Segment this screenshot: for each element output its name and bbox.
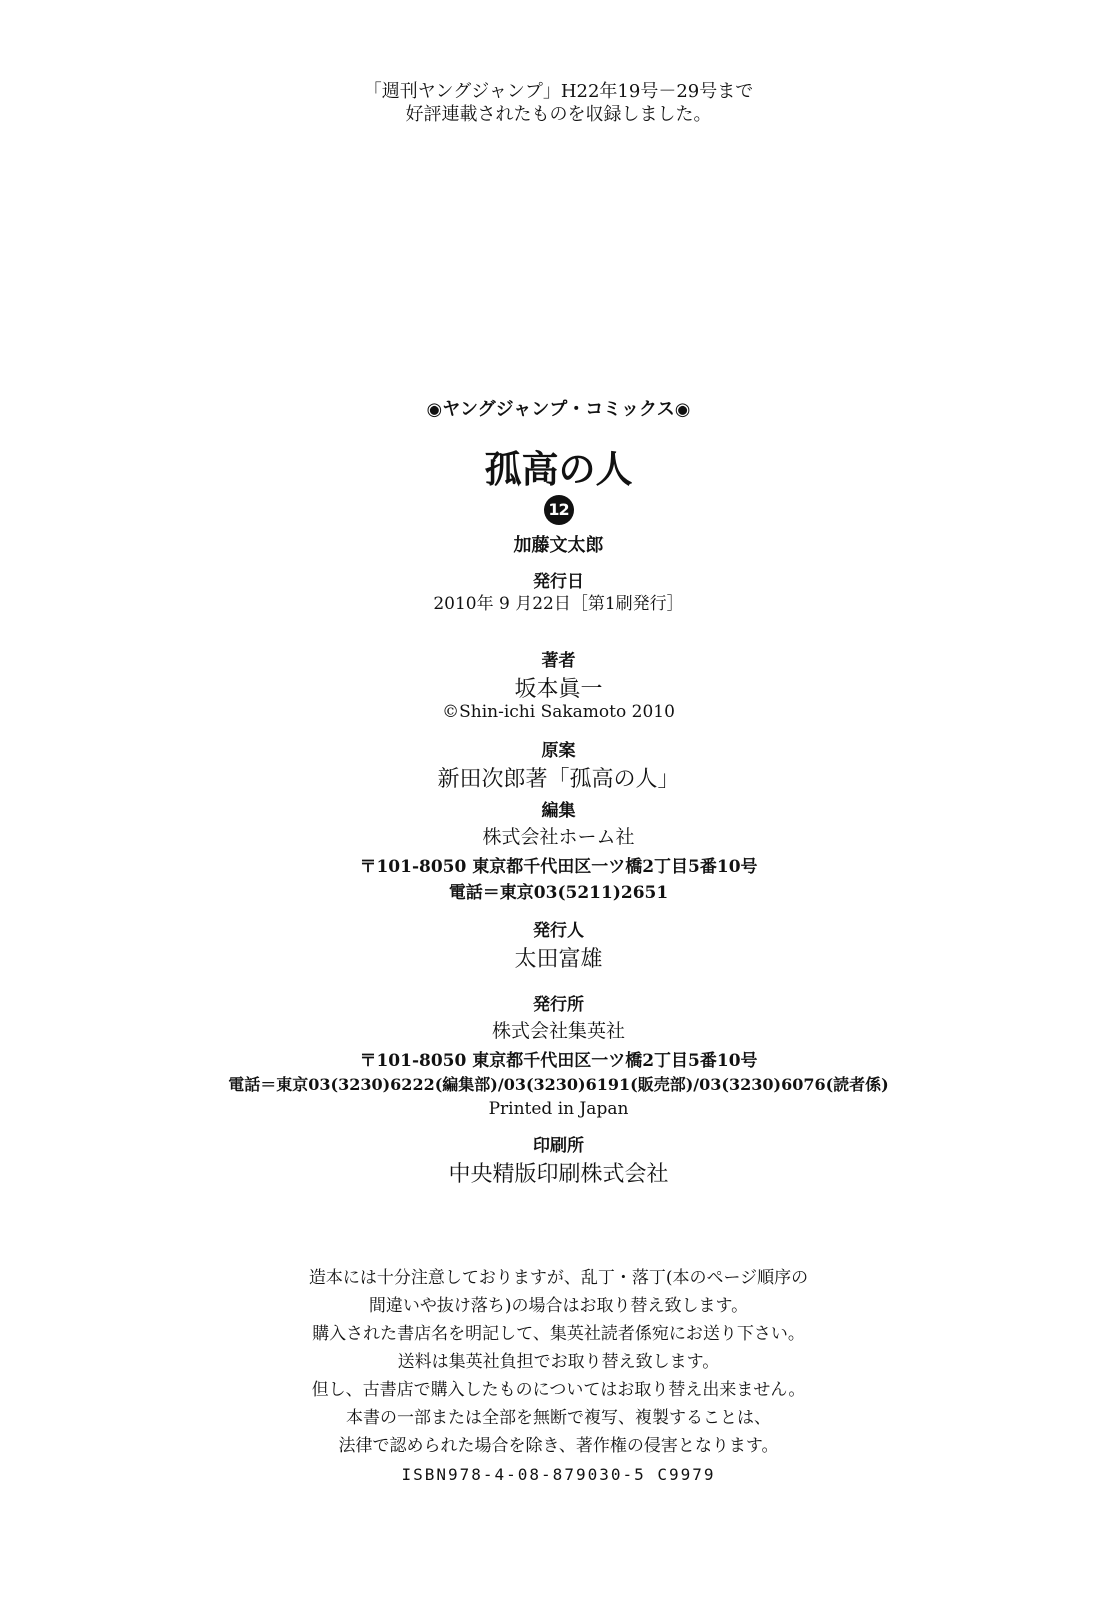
note-line: 造本には十分注意しておりますが、乱丁・落丁(本のページ順序の [308,1268,809,1288]
note-line: 但し、古書店で購入したものについてはお取り替え出来ません。 [311,1380,806,1400]
note-line: 法律で認められた場合を除き、著作権の侵害となります。 [338,1436,779,1456]
colophon-block [0,395,1117,1189]
original-label: 原案 [541,741,576,761]
printed-in: Printed in Japan [488,1099,629,1119]
volume-badge: 12 [544,495,574,525]
printer-company: 中央精版印刷株式会社 [448,1162,669,1187]
publisher-company: 株式会社集英社 [491,1020,625,1042]
editor-phone: 電話＝東京03(5211)2651 [448,883,669,903]
notes-block [0,1264,1117,1460]
publisher-person: 太田富雄 [514,947,603,972]
editor-label: 編集 [541,801,576,821]
book-title: 孤高の人 [484,448,633,491]
copyright-line: ©Shin-ichi Sakamoto 2010 [442,702,675,722]
chapter-author: 加藤文太郎 [513,535,604,556]
issue-date: 2010年 9 月22日［第1刷発行］ [433,594,684,614]
note-line: 送料は集英社負担でお取り替え致します。 [397,1352,720,1372]
publisher-address: 〒101-8050 東京都千代田区一ツ橋2丁目5番10号 [359,1051,758,1071]
isbn-line: ISBN978-4-08-879030-5 C9979 [401,1465,716,1484]
publisher-label: 発行所 [533,995,584,1015]
serialization-line-2: 好評連載されたものを収録しました。 [405,104,712,125]
serialization-line-1: 「週刊ヤングジャンプ」H22年19号－29号まで [363,81,754,102]
author-label: 著者 [541,651,576,671]
serialization-note [0,80,1117,126]
original-work: 新田次郎著「孤高の人」 [437,767,680,792]
editor-address: 〒101-8050 東京都千代田区一ツ橋2丁目5番10号 [359,857,758,877]
publisher-phone: 電話＝東京03(3230)6222(編集部)/03(3230)6191(販売部)/03(3230)6076(読者係) [228,1075,889,1094]
editor-company: 株式会社ホーム社 [482,826,635,848]
issue-date-label: 発行日 [533,572,584,592]
printer-label: 印刷所 [533,1136,584,1156]
imprint-line: ◉ヤングジャンプ・コミックス◉ [426,399,691,420]
note-line: 間違いや抜け落ち)の場合はお取り替え致します。 [368,1296,749,1316]
note-line: 購入された書店名を明記して、集英社読者係宛にお送り下さい。 [312,1324,805,1344]
publisher-person-label: 発行人 [533,921,584,941]
author-name: 坂本眞一 [514,677,603,702]
note-line: 本書の一部または全部を無断で複写、複製することは、 [346,1408,771,1428]
